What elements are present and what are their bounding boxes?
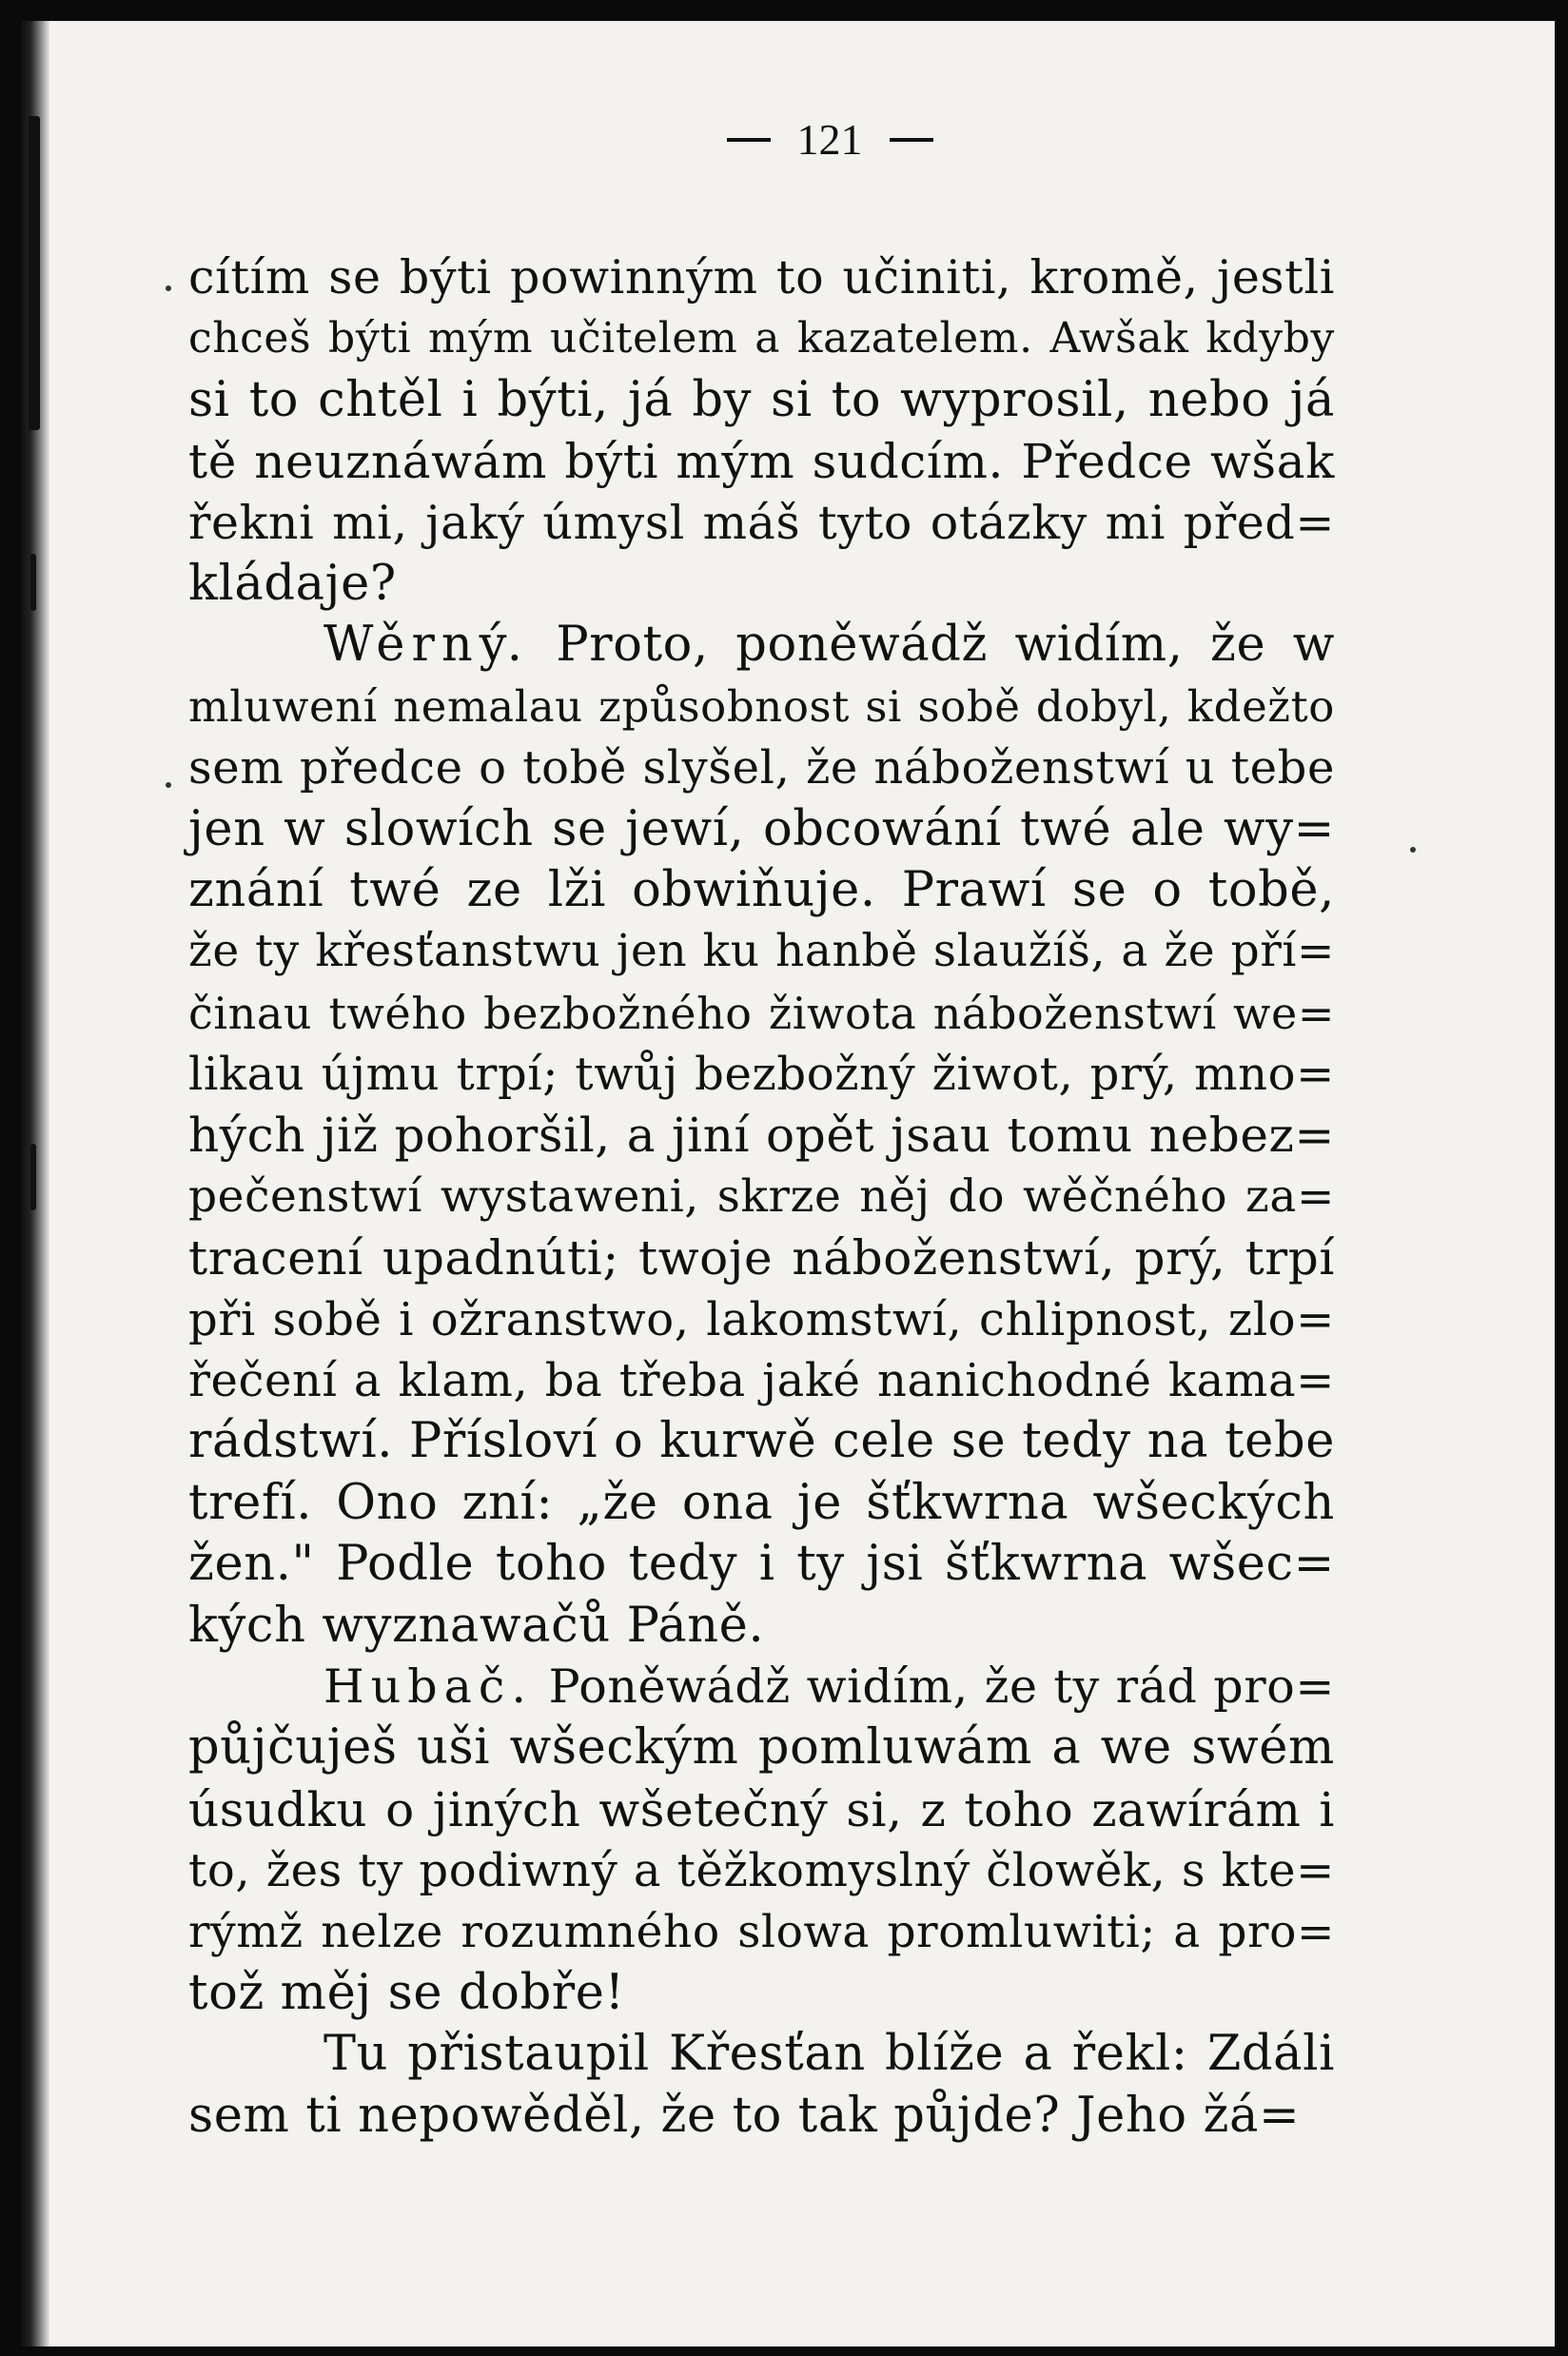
line-text: půjčuješ uši wšeckým pomluwám a we swém <box>188 1719 1335 1777</box>
text-line <box>188 431 1335 492</box>
line-text: si to chtěl i býti, já by si to wyprosil, nebo já <box>188 371 1335 428</box>
text-line <box>188 983 1335 1044</box>
spine-mark <box>30 554 36 611</box>
line-text: tracení upadnúti; twoje náboženstwí, prý, trpí <box>188 1230 1335 1286</box>
page-number-text: 121 <box>796 115 863 164</box>
text-line <box>188 1167 1335 1227</box>
text-line <box>188 308 1335 369</box>
text-line <box>188 1411 1335 1472</box>
text-line <box>188 1473 1335 1534</box>
text-line <box>188 1963 1335 2024</box>
text-line <box>188 370 1335 431</box>
margin-speck <box>166 782 171 788</box>
line-text: rádstwí. Přísloví o kurwě cele se tedy na tebe <box>188 1413 1335 1470</box>
text-line <box>188 1350 1335 1411</box>
line-text: cítím se býti powinným to učiniti, kromě, jestli <box>188 250 1335 304</box>
text-line <box>188 2086 1335 2147</box>
line-text: Poněwádž widím, že ty rád pro= <box>548 1659 1335 1714</box>
line-text: činau twého bezbožného žiwota náboženstwí we= <box>188 987 1335 1039</box>
margin-speck <box>166 285 171 291</box>
text-line <box>188 554 1335 615</box>
line-text: rýmž nelze rozumného slowa promluwiti; a pro= <box>188 1905 1335 1958</box>
text-line <box>188 1902 1335 1963</box>
line-text: řečení a klam, ba třeba jaké nanichodné kama= <box>188 1354 1335 1408</box>
spine-mark <box>30 1144 36 1210</box>
body-text <box>188 247 1335 2147</box>
text-line <box>188 1657 1335 1718</box>
speaker-name: Hubač. <box>323 1659 533 1714</box>
text-line <box>188 860 1335 921</box>
line-text: kládaje? <box>188 555 397 612</box>
text-line <box>188 799 1335 860</box>
book-page <box>21 21 1555 2346</box>
text-line <box>188 677 1335 737</box>
folio-dash-left <box>727 138 771 142</box>
text-line <box>188 1840 1335 1901</box>
text-line <box>188 1718 1335 1778</box>
line-text: mluwení nemalau způsobnost si sobě dobyl, kdežto <box>188 680 1335 732</box>
text-line <box>188 1534 1335 1595</box>
line-text: sem ti nepowěděl, že to tak půjde? Jeho žá= <box>188 2087 1301 2144</box>
text-line <box>188 493 1335 554</box>
page-number <box>611 114 1049 165</box>
text-line <box>188 737 1335 798</box>
line-text: žen." Podle toho tedy i ty jsi šťkwrna wšec= <box>188 1536 1335 1593</box>
margin-speck <box>1410 847 1416 853</box>
spine-mark <box>29 116 40 430</box>
text-line <box>188 1227 1335 1288</box>
line-text: Tu přistaupil Křesťan blíže a řekl: Zdáli <box>323 2026 1335 2083</box>
line-text: při sobě i ožranstwo, lakomstwí, chlipnost, zlo= <box>188 1292 1335 1346</box>
text-line <box>188 1596 1335 1657</box>
text-line <box>188 247 1335 308</box>
line-text: řekni mi, jaký úmysl máš tyto otázky mi před= <box>188 495 1335 550</box>
line-text: kých wyznawačů Páně. <box>188 1597 765 1654</box>
line-text: hých již pohoršil, a jiní opět jsau tomu nebez= <box>188 1108 1335 1164</box>
line-text: znání twé ze lži obwiňuje. Prawí se o tobě, <box>188 861 1335 918</box>
text-line <box>188 615 1335 676</box>
text-line <box>188 1105 1335 1166</box>
speaker-name: Wěrný. <box>323 617 529 674</box>
line-text: chceš býti mým učitelem a kazatelem. Awšak kdyby <box>188 314 1335 363</box>
line-text: tož měj se dobře! <box>188 1964 625 2021</box>
line-text: pečenstwí wystaweni, skrze něj do wěčného za= <box>188 1169 1335 1223</box>
text-line <box>188 2024 1335 2085</box>
line-text: úsudku o jiných wšetečný si, z toho zawírám i <box>188 1781 1335 1837</box>
line-text: to, žes ty podiwný a těžkomyslný člowěk, s kte= <box>188 1844 1335 1898</box>
line-text: Proto, poněwádž widím, že w <box>556 617 1336 674</box>
line-text: jen w slowích se jewí, obcowání twé ale wy= <box>188 800 1335 857</box>
line-text: tě neuznáwám býti mým sudcím. Předce wšak <box>188 434 1335 490</box>
text-line <box>188 921 1335 982</box>
line-text: že ty křesťanstwu jen ku hanbě slaužíš, a že pří= <box>188 925 1335 978</box>
line-text: sem předce o tobě slyšel, že náboženstwí u tebe <box>188 741 1335 795</box>
line-text: trefí. Ono zní: „že ona je šťkwrna wšeckých <box>188 1474 1335 1531</box>
text-line <box>188 1779 1335 1840</box>
text-line <box>188 1044 1335 1105</box>
folio-dash-right <box>890 138 933 142</box>
line-text: likau újmu trpí; twůj bezbožný žiwot, prý, mno= <box>188 1048 1335 1102</box>
text-line <box>188 1289 1335 1350</box>
